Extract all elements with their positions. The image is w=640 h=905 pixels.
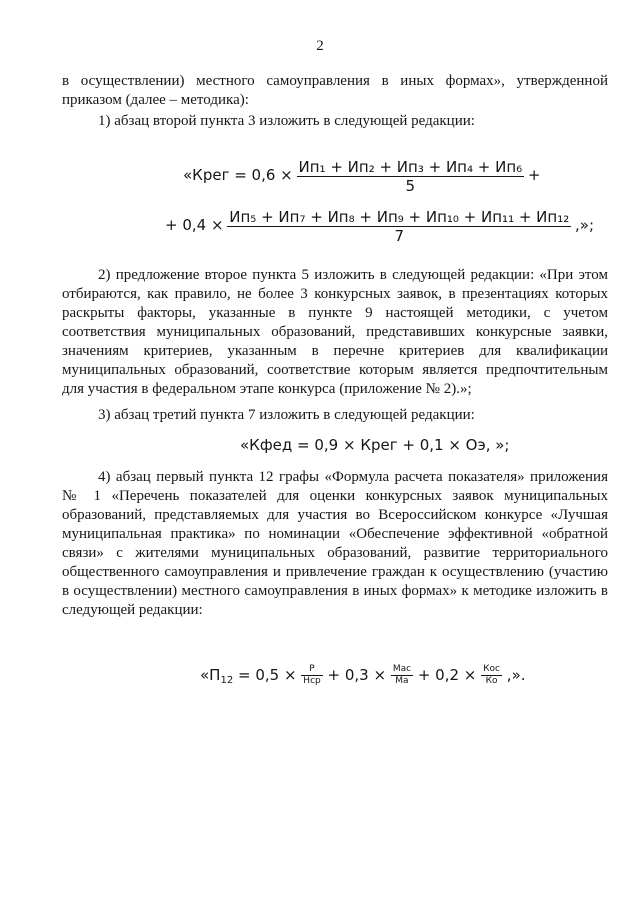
fraction-numerator: Мас	[392, 664, 412, 674]
fraction-denominator: 7	[394, 227, 405, 245]
fraction-numerator: Ип₁ + Ип₂ + Ип₃ + Ип₄ + Ип₆	[298, 158, 523, 176]
fraction-denominator: Ма	[395, 676, 409, 686]
fraction-numerator: Р	[301, 664, 322, 676]
fraction-denominator: 5	[405, 177, 416, 195]
formula-kreg-trail: ,»;	[575, 215, 594, 234]
formula-p12-fraction-2	[391, 664, 413, 687]
formula-kreg-line1	[183, 158, 540, 195]
formula-kreg-fraction-2	[227, 208, 571, 245]
fraction-denominator: Ко	[485, 676, 498, 686]
formula-kfed: «Кфед = 0,9 × Крег + 0,1 × Оэ, »;	[240, 436, 510, 454]
page-number: 2	[316, 38, 324, 54]
formula-kreg-line2	[165, 208, 594, 245]
paragraph-item-4: 4) абзац первый пункта 12 графы «Формула расчета показателя» приложения № 1 «Перечень показателей для оценки конкурсных заявок муниципальных образований, представляемых для участия во Всероссийском конкурсе «Лучшая муниципальная практика» по номинации «Обеспечение эффективной «обратной связи» с жителями муниципальных образований, развитие территориального общественного самоуправления и привлечение граждан к осуществлению (участию в осуществлении) местного самоуправления в иных формах» к методике изложить в следующей редакции:	[62, 469, 608, 618]
formula-p12-coef-2: + 0,3 ×	[327, 666, 387, 684]
fraction-denominator: Нср	[303, 676, 321, 686]
formula-p12-coef-1: = 0,5 ×	[237, 666, 297, 684]
formula-p12-coef-3: + 0,2 ×	[417, 666, 477, 684]
formula-kreg-fraction-1	[297, 158, 525, 195]
formula-p12-fraction-1	[301, 664, 322, 687]
formula-p12	[200, 664, 526, 687]
fraction-numerator: Ип₅ + Ип₇ + Ип₈ + Ип₉ + Ип₁₀ + Ип₁₁ + Ип₁₂	[229, 208, 570, 226]
formula-kreg-plus: +	[527, 165, 541, 184]
paragraph-intro: в осуществлении) местного самоуправления в иных формах», утвержденной приказом (далее – методика):	[62, 73, 608, 108]
fraction-numerator: Кос	[483, 664, 501, 674]
formula-kreg-lhs-2: + 0,4 ×	[165, 215, 224, 234]
formula-kreg-lhs: «Крег = 0,6 ×	[183, 165, 293, 184]
formula-p12-fraction-3	[481, 664, 502, 687]
formula-p12-lhs: «$П_{12}$	[200, 666, 234, 686]
paragraph-item-2: 2) предложение второе пункта 5 изложить в следующей редакции: «При этом отбираются, как правило, не более 3 конкурсных заявок, в презентациях которых раскрыты факторы, указанные в пункте 9 настоящей методики, с учетом соответствия муниципальных образований, представивших конкурсные заявки, значениям критериев, указанным в перечне критериев для квалификации муниципальных образований, соответствие которым является предпочтительным для участия в федеральном этапе конкурса (приложение № 2).»;	[62, 267, 608, 397]
formula-p12-trail: ,».	[506, 666, 526, 684]
paragraph-item-1: 1) абзац второй пункта 3 изложить в следующей редакции:	[98, 113, 475, 129]
paragraph-item-3: 3) абзац третий пункта 7 изложить в следующей редакции:	[98, 407, 475, 423]
